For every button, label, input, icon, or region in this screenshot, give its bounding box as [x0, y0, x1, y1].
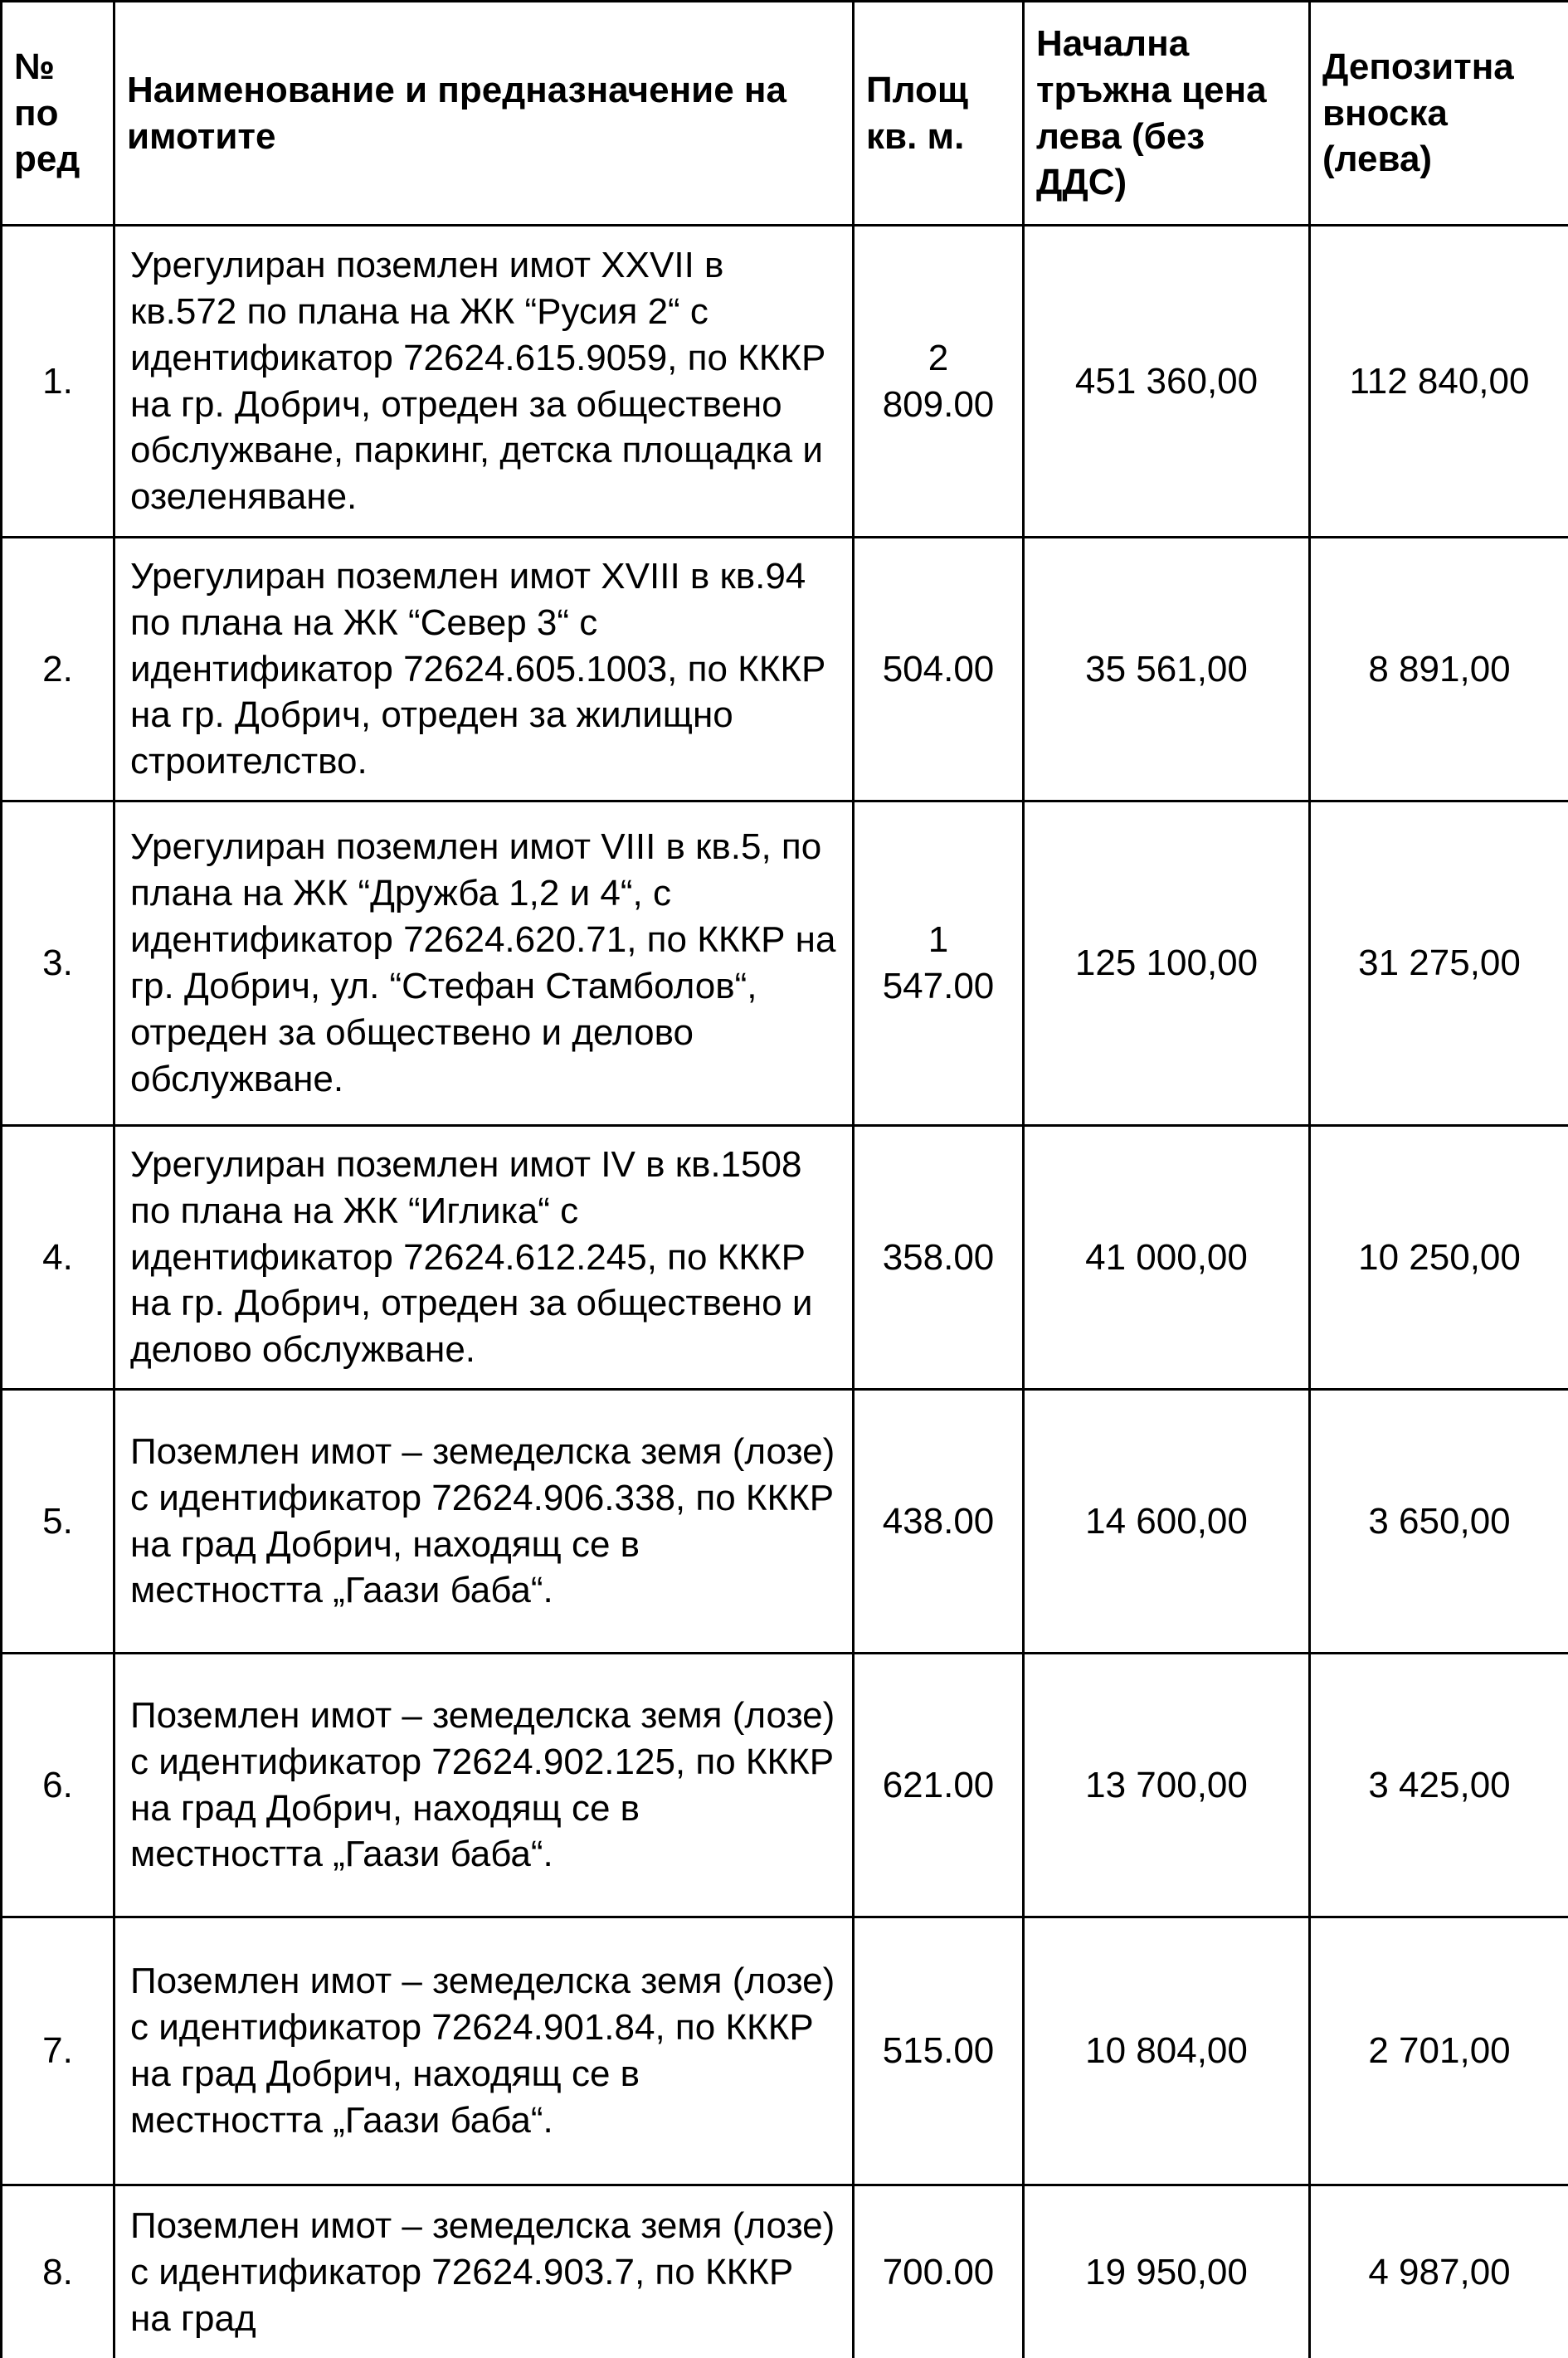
area-cell: 621.00 — [854, 1654, 1024, 1917]
starting-price-cell: 41 000,00 — [1024, 1126, 1310, 1390]
deposit-cell: 112 840,00 — [1310, 226, 1568, 538]
deposit-cell: 8 891,00 — [1310, 538, 1568, 801]
starting-price-cell: 13 700,00 — [1024, 1654, 1310, 1917]
property-description-cell: Поземлен имот – земеделска земя (лозе) с идентификатор 72624.906.338, по КККР на град Добрич, находящ се в местността „Гаази баба“. — [114, 1390, 854, 1654]
header-price: Начална тръжна цена лева (без ДДС) — [1024, 2, 1310, 226]
property-description-cell: Поземлен имот – земеделска земя (лозе) с идентификатор 72624.903.7, по КККР на град — [114, 2185, 854, 2358]
area-cell: 1 547.00 — [854, 801, 1024, 1126]
property-description-cell: Урегулиран поземлен имот XVIII в кв.94 по плана на ЖК “Север 3“ с идентификатор 72624.605.1003, по КККР на гр. Добрич, отреден за жилищно строителство. — [114, 538, 854, 801]
area-cell: 358.00 — [854, 1126, 1024, 1390]
deposit-cell: 10 250,00 — [1310, 1126, 1568, 1390]
property-description-cell: Урегулиран поземлен имот IV в кв.1508 по плана на ЖК “Иглика“ с идентификатор 72624.612.245, по КККР на гр. Добрич, отреден за обществено и делово обслужване. — [114, 1126, 854, 1390]
deposit-cell: 2 701,00 — [1310, 1917, 1568, 2185]
table-row — [2, 1390, 1568, 1654]
property-description-cell: Поземлен имот – земеделска земя (лозе) с идентификатор 72624.901.84, по КККР на град Добрич, находящ се в местността „Гаази баба“. — [114, 1917, 854, 2185]
starting-price-cell: 10 804,00 — [1024, 1917, 1310, 2185]
table-row — [2, 226, 1568, 538]
row-number-cell: 8. — [2, 2185, 114, 2358]
starting-price-cell: 451 360,00 — [1024, 226, 1310, 538]
table-header-row — [2, 2, 1568, 226]
row-number-cell: 1. — [2, 226, 114, 538]
area-cell: 700.00 — [854, 2185, 1024, 2358]
starting-price-cell: 19 950,00 — [1024, 2185, 1310, 2358]
table-row — [2, 1654, 1568, 1917]
property-description-cell: Урегулиран поземлен имот XXVII в кв.572 по плана на ЖК “Русия 2“ с идентификатор 72624.615.9059, по КККР на гр. Добрич, отреден за обществено обслужване, паркинг, детска площадка и озеленяване. — [114, 226, 854, 538]
area-cell: 2 809.00 — [854, 226, 1024, 538]
header-area: Площ кв. м. — [854, 2, 1024, 226]
property-description-cell: Поземлен имот – земеделска земя (лозе) с идентификатор 72624.902.125, по КККР на град Добрич, находящ се в местността „Гаази баба“. — [114, 1654, 854, 1917]
table-row — [2, 801, 1568, 1126]
starting-price-cell: 14 600,00 — [1024, 1390, 1310, 1654]
deposit-cell: 31 275,00 — [1310, 801, 1568, 1126]
header-number: № по ред — [2, 2, 114, 226]
row-number-cell: 3. — [2, 801, 114, 1126]
row-number-cell: 4. — [2, 1126, 114, 1390]
row-number-cell: 7. — [2, 1917, 114, 2185]
header-deposit: Депозитна вноска (лева) — [1310, 2, 1568, 226]
deposit-cell: 4 987,00 — [1310, 2185, 1568, 2358]
header-name: Наименование и предназначение на имотите — [114, 2, 854, 226]
starting-price-cell: 125 100,00 — [1024, 801, 1310, 1126]
row-number-cell: 2. — [2, 538, 114, 801]
area-cell: 438.00 — [854, 1390, 1024, 1654]
table-row — [2, 2185, 1568, 2358]
table-row — [2, 1126, 1568, 1390]
starting-price-cell: 35 561,00 — [1024, 538, 1310, 801]
area-cell: 504.00 — [854, 538, 1024, 801]
deposit-cell: 3 425,00 — [1310, 1654, 1568, 1917]
area-cell: 515.00 — [854, 1917, 1024, 2185]
property-description-cell: Урегулиран поземлен имот VIII в кв.5, по плана на ЖК “Дружба 1,2 и 4“, с идентификатор 72624.620.71, по КККР на гр. Добрич, ул. “Стефан Стамболов“, отреден за обществено и делово обслужване. — [114, 801, 854, 1126]
row-number-cell: 6. — [2, 1654, 114, 1917]
row-number-cell: 5. — [2, 1390, 114, 1654]
table-row — [2, 1917, 1568, 2185]
table-row — [2, 538, 1568, 801]
deposit-cell: 3 650,00 — [1310, 1390, 1568, 1654]
